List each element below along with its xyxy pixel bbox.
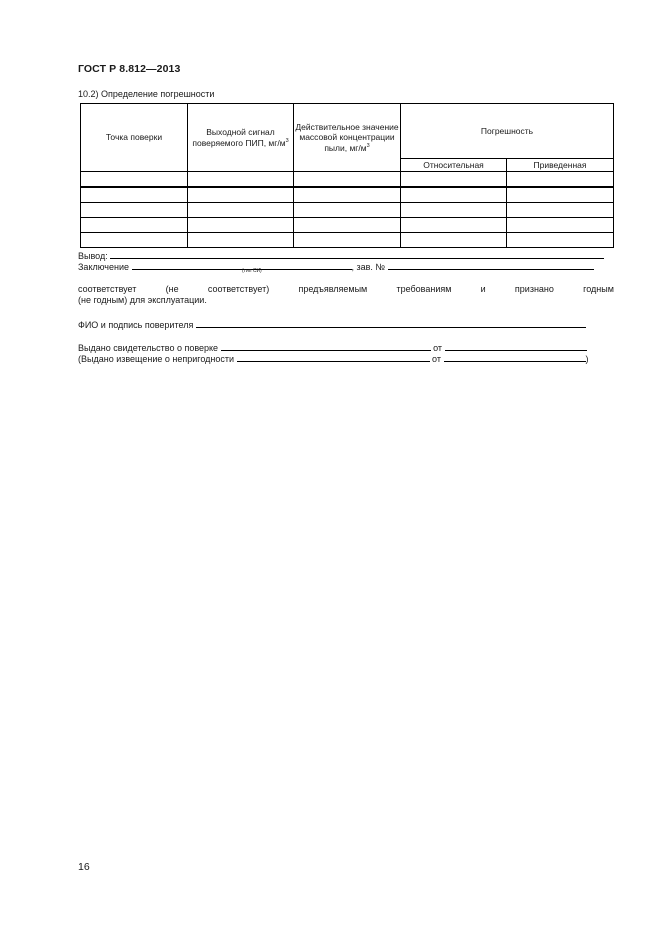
table-row — [81, 233, 614, 248]
document-header: ГОСТ Р 8.812—2013 — [78, 63, 181, 75]
serial-label: , зав. № — [351, 262, 386, 272]
from-label: от — [433, 343, 443, 353]
table-row — [81, 187, 614, 203]
verifier-line — [78, 318, 586, 331]
subheader-reduced: Приведенная — [507, 159, 614, 172]
word: требованиям — [396, 284, 452, 294]
subheader-relative: Относительная — [401, 159, 507, 172]
word: соответствует) — [207, 284, 270, 294]
conclusion-label: Вывод: — [78, 251, 108, 261]
word: признано — [514, 284, 554, 294]
table-row — [81, 203, 614, 218]
table-row — [81, 218, 614, 233]
word: предъявляемым — [298, 284, 368, 294]
notice-label: (Выдано извещение о непригодности — [78, 354, 235, 364]
error-table — [80, 103, 614, 248]
word: соответствует — [78, 284, 137, 294]
certificate-field[interactable] — [221, 341, 431, 351]
notice-line — [78, 352, 589, 365]
compliance-statement — [78, 284, 614, 295]
close-paren: ) — [585, 354, 589, 364]
word: годным — [583, 284, 614, 294]
verifier-label: ФИО и подпись поверителя — [78, 320, 194, 330]
serial-number-field[interactable] — [388, 260, 594, 270]
notice-field[interactable] — [237, 352, 430, 362]
type-hint: (тип СИ) — [242, 268, 262, 274]
table-row — [81, 172, 614, 188]
from-label: от — [432, 354, 441, 364]
certificate-date-field[interactable] — [445, 341, 587, 351]
word: (не — [165, 284, 179, 294]
page-number: 16 — [78, 861, 90, 873]
notice-date-field[interactable] — [444, 352, 586, 362]
verdict-label: Заключение — [78, 262, 129, 272]
certificate-label: Выдано свидетельство о поверке — [78, 343, 219, 353]
word: и — [480, 284, 486, 294]
col-header-point: Точка поверки — [81, 104, 188, 172]
verifier-field[interactable] — [196, 318, 586, 328]
conclusion-field[interactable] — [110, 249, 604, 259]
col-header-output: Выходной сигнал поверяемого ПИП, $мг/м^3$ — [188, 104, 294, 172]
compliance-continuation: (не годным) для эксплуатации. — [78, 295, 207, 305]
col-header-error: Погрешность — [401, 104, 614, 159]
section-title: 10.2) Определение погрешности — [78, 89, 215, 99]
col-header-actual: Действительное значение массовой концентрации пыли, $мг/м^3$ — [294, 104, 401, 172]
verdict-line — [78, 260, 594, 273]
